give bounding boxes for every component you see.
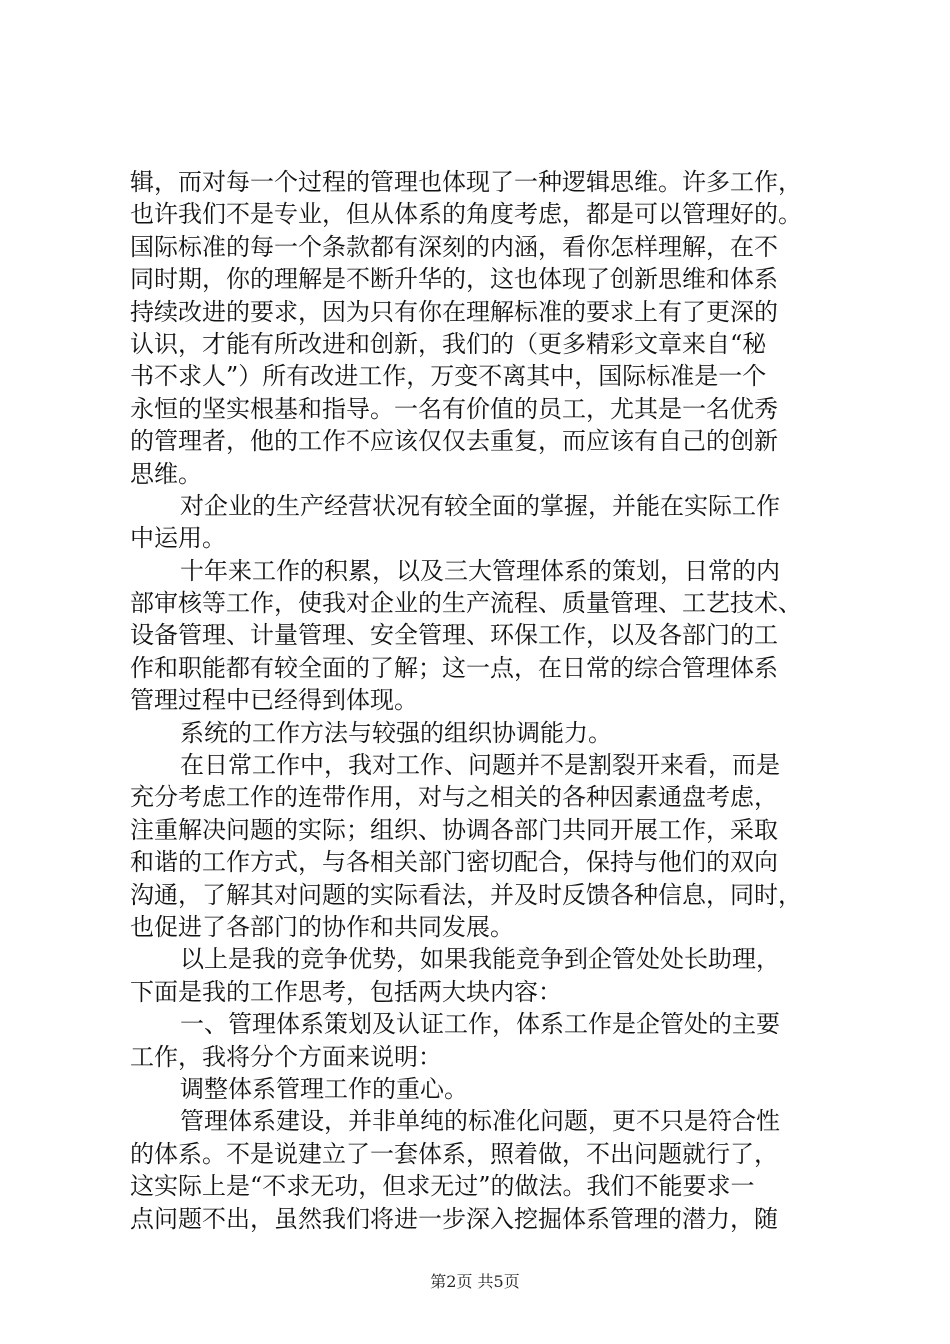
text-line: 一、管理体系策划及认证工作，体系工作是企管处的主要	[180, 1010, 780, 1039]
text-line: 也许我们不是专业，但从体系的角度考虑，都是可以管理好的。	[130, 200, 802, 229]
text-line: 管理体系建设，并非单纯的标准化问题，更不只是符合性	[180, 1107, 780, 1136]
text-line: 认识，才能有所改进和创新，我们的（更多精彩文章来自“秘	[130, 329, 767, 358]
text-line: 和谐的工作方式，与各相关部门密切配合，保持与他们的双向	[130, 848, 778, 877]
text-line: 系统的工作方法与较强的组织协调能力。	[180, 718, 612, 747]
text-line: 的体系。不是说建立了一套体系，照着做，不出问题就行了，	[130, 1139, 778, 1168]
text-line: 沟通，了解其对问题的实际看法，并及时反馈各种信息，同时，	[130, 880, 802, 909]
text-line: 的管理者，他的工作不应该仅仅去重复，而应该有自己的创新	[130, 427, 778, 456]
text-line: 这实际上是“不求无功，但求无过”的做法。我们不能要求一	[130, 1172, 755, 1201]
text-line: 同时期，你的理解是不断升华的，这也体现了创新思维和体系	[130, 265, 778, 294]
text-line: 管理过程中已经得到体现。	[130, 686, 418, 715]
text-line: 持续改进的要求，因为只有你在理解标准的要求上有了更深的	[130, 297, 778, 326]
text-line: 对企业的生产经营状况有较全面的掌握，并能在实际工作	[180, 491, 780, 520]
text-line: 作和职能都有较全面的了解；这一点，在日常的综合管理体系	[130, 653, 778, 682]
text-line: 国际标准的每一个条款都有深刻的内涵，看你怎样理解，在不	[130, 232, 778, 261]
text-line: 永恒的坚实根基和指导。一名有价值的员工，尤其是一名优秀	[130, 394, 778, 423]
text-line: 下面是我的工作思考，包括两大块内容：	[130, 977, 562, 1006]
text-line: 点问题不出，虽然我们将进一步深入挖掘体系管理的潜力，随	[130, 1204, 778, 1233]
text-line: 也促进了各部门的协作和共同发展。	[130, 912, 514, 941]
text-line: 注重解决问题的实际；组织、协调各部门共同开展工作，采取	[130, 815, 778, 844]
page-footer: 第2页 共5页	[430, 1272, 520, 1291]
text-line: 部审核等工作，使我对企业的生产流程、质量管理、工艺技术、	[130, 589, 802, 618]
text-line: 书不求人”）所有改进工作，万变不离其中，国际标准是一个	[130, 362, 767, 391]
text-line: 辑，而对每一个过程的管理也体现了一种逻辑思维。许多工作，	[130, 168, 802, 196]
text-line: 中运用。	[130, 524, 226, 553]
text-line: 在日常工作中，我对工作、问题并不是割裂开来看，而是	[180, 751, 780, 780]
text-line: 充分考虑工作的连带作用，对与之相关的各种因素通盘考虑，	[130, 783, 778, 812]
document-body	[130, 166, 830, 1235]
text-line: 以上是我的竞争优势，如果我能竞争到企管处处长助理，	[180, 945, 780, 974]
text-line: 十年来工作的积累，以及三大管理体系的策划，日常的内	[180, 556, 780, 585]
text-line: 工作，我将分个方面来说明：	[130, 1042, 442, 1071]
text-line: 设备管理、计量管理、安全管理、环保工作，以及各部门的工	[130, 621, 778, 650]
text-line: 思维。	[130, 459, 202, 488]
text-line: 调整体系管理工作的重心。	[180, 1074, 468, 1103]
